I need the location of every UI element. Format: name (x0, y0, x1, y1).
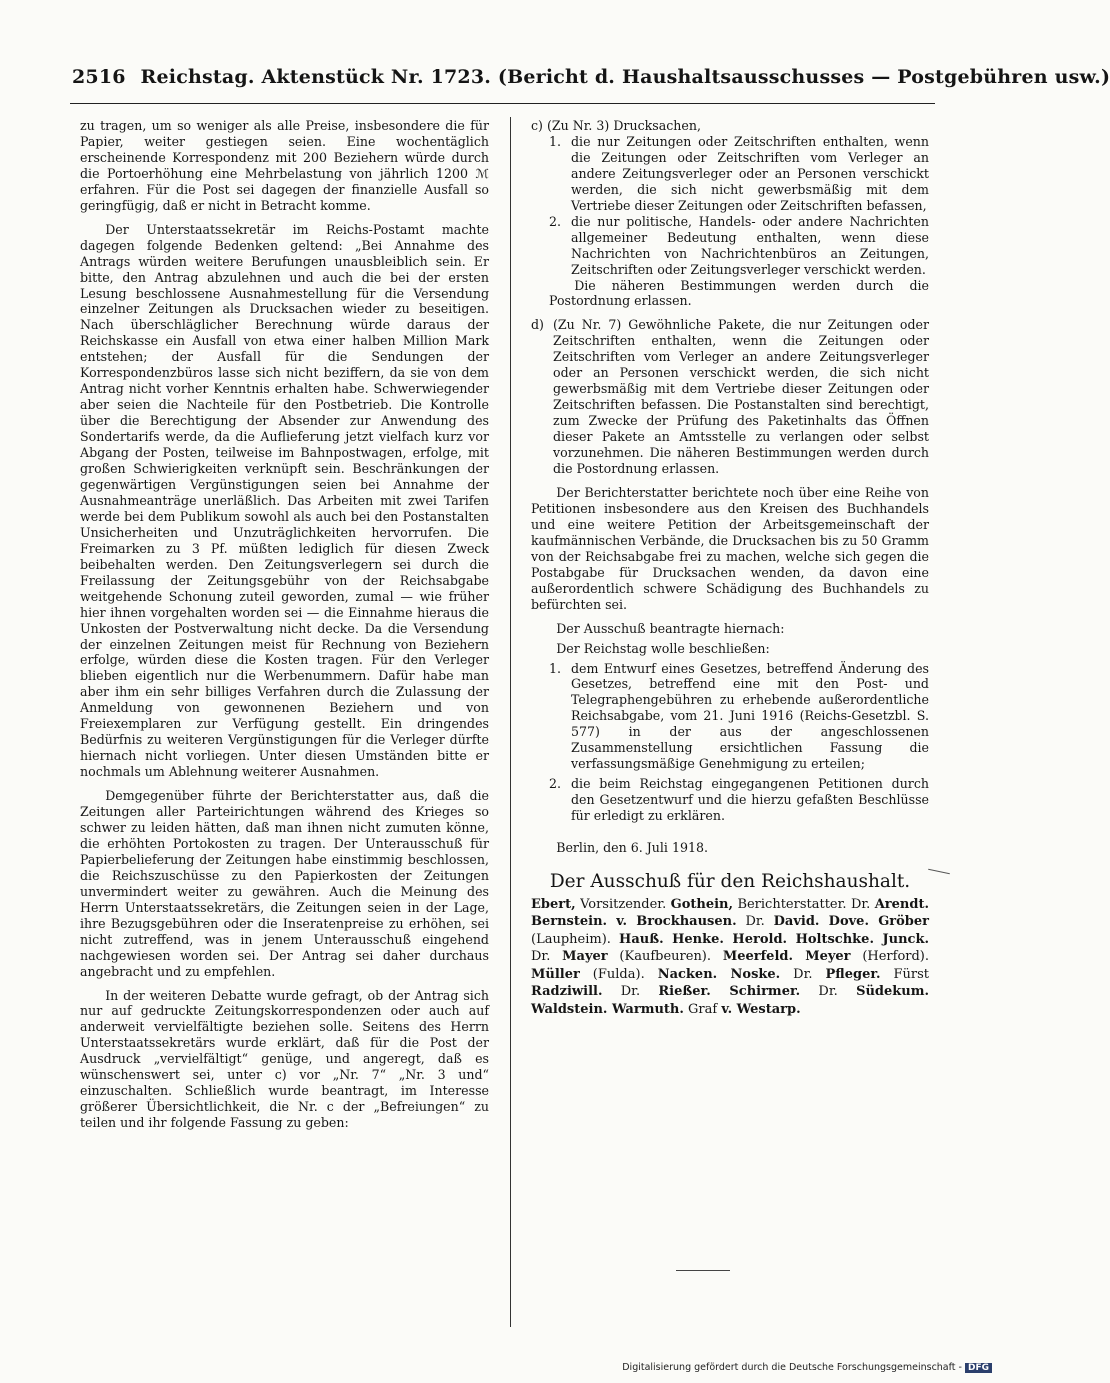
list-item (549, 776, 929, 824)
running-title: Reichstag. Aktenstück Nr. 1723. (Bericht d. Haushaltsausschusses — Postgebühren usw.) (140, 66, 1110, 88)
motion: Der Ausschuß beantragte hiernach: (556, 620, 785, 636)
member-name: Südekum. Waldstein. Warmuth. (531, 984, 930, 1017)
member-name: Ebert, (531, 896, 576, 912)
date-line: Berlin, den 6. Juli 1918. (556, 840, 709, 856)
list-item (549, 214, 929, 278)
member-role: (Fulda). (579, 966, 658, 982)
page-header (72, 66, 1110, 88)
member-role: Graf (683, 1001, 722, 1017)
resolve: Der Reichstag wolle beschließen: (556, 640, 770, 656)
member-role: Dr. (780, 966, 826, 982)
item-number: 1. (549, 133, 562, 149)
committee-title: Der Ausschuß für den Reichshaushalt. (549, 870, 911, 892)
right-column (531, 118, 929, 1018)
member-name: Mayer (562, 949, 608, 965)
item-text: (Zu Nr. 7) Gewöhnliche Pakete, die nur Zeitungen oder Zeitschriften enthalten, wenn die Zeitungen oder Zeitschriften vom Verleger an andere Zeitungsverleger oder an Personen verschickt werden, die sich nicht gewerbsmäßig mit dem Vertriebe dieser Zeitungen oder Zeitschriften befassen. Die Postanstalten sind berechtigt, zum Zwecke der Prüfung des Paketinhalts das Öffnen dieser Pakete an Amtsstelle zu verlangen oder selbst vorzunehmen. Die näheren Bestimmungen werden durch die Postordnung erlassen. (553, 317, 929, 477)
member-role: Vorsitzender. (575, 896, 671, 912)
paragraph: Der Unterstaatssekretär im Reichs-Postamt machte dagegen folgende Bedenken geltend: „Bei Annahme des Antrags würden weitere Berufungen unausbleiblich sein. Er bitte, den Antrag abzulehnen und auch die bei der ersten Lesung beschlossene Ausnahmestellung für die Versendung einzelner Zeitungen als Drucksachen wieder zu beseitigen. Nach überschläglicher Berechnung würde daraus der Reichskasse ein Ausfall von etwa einer halben Million Mark entstehen; der Ausfall für die Sendungen der Korrespondenzbüros lasse sich nicht beziffern, da sie von dem Antrag nicht vorher Kenntnis erhalten habe. Schwerwiegender aber seien die Nachteile für den Postbetrieb. Die Kontrolle über die Berechtigung der Absender zur Anwendung des Sondertarifs werde, da die Auflieferung jetzt vielfach kurz vor Abgang der Posten, teilweise im Bahnpostwagen, erfolge, mit großen Schwierigkeiten verknüpft sein. Beschränkungen der gegenwärtigen Vergünstigungen seien bei Annahme der Ausnahmeanträge unerläßlich. Das Arbeiten mit zwei Tarifen werde bei dem Publikum sowohl als auch bei den Postanstalten Unsicherheiten und Unzuträglichkeiten hervorrufen. Die Freimarken zu 3 Pf. müßten lediglich für diesen Zweck beibehalten werden. Den Zeitungsverlegern sei durch die Freilassung der Zeitungsgebühr von der Reichsabgabe weitgehende Schonung zuteil geworden, zumal — wie früher hier ihnen vorgehalten worden sei — die Einnahme hieraus die Unkosten der Postverwaltung nicht decke. Da die Versendung der einzelnen Zeitungen meist für Rechnung von Beziehern erfolge, würden diese die Kosten tragen. Für den Verleger blieben eigentlich nur die Werbenummern. Dafür habe man aber ihm ein sehr billiges Verfahren durch die Zulassung der Anmeldung von gewonnenen Beziehern und von Freiexemplaren zur Verfügung gestellt. Ein dringendes Bedürfnis zu weiteren Vergünstigungen für die Verleger dürfte hiernach nicht vorliegen. Unter diesen Umständen bitte er nochmals um Ablehnung weiterer Ausnahmen. (80, 221, 489, 780)
footer-text: Digitalisierung gefördert durch die Deutsche Forschungsgemeinschaft - (622, 1362, 962, 1373)
member-name: Gothein, (670, 896, 734, 912)
end-rule (676, 1270, 730, 1271)
member-name: David. Dove. Gröber (773, 914, 930, 930)
page-number: 2516 (72, 66, 126, 88)
paragraph: zu tragen, um so weniger als alle Preise, insbesondere die für Papier, weiter gestiegen seien. Eine wochentäglich erscheinende Korrespondenz mit 200 Beziehern würde durch die Portoerhöhung eine Mehrbelastung von jährlich 1200 ℳ erfahren. Für die Post sei dagegen der finanzielle Ausfall so geringfügig, daß er nicht in Betracht komme. (80, 118, 489, 213)
dfg-logo: DFG (965, 1363, 992, 1373)
member-role: Dr. (736, 914, 774, 930)
member-role: Dr. (531, 949, 563, 965)
member-list (531, 896, 929, 1019)
note: Die näheren Bestimmungen werden durch die Postordnung erlassen. (549, 277, 929, 309)
section-d (531, 317, 929, 477)
member-name: Arendt. Bernstein. v. Brockhausen. (531, 896, 929, 930)
member-role: (Kaufbeuren). (607, 949, 723, 965)
item-number: 2. (549, 776, 562, 792)
column-divider (510, 117, 511, 1327)
member-role: (Laupheim). (531, 931, 620, 947)
list-item (549, 134, 929, 214)
member-role: (Herford). (850, 949, 930, 965)
member-name: Meerfeld. Meyer (722, 949, 851, 965)
item-text: die nur politische, Handels- oder andere Nachrichten allgemeiner Bedeutung enthalten, wenn diese Nachrichten von Nachrichtenbüros an Zeitungen, Zeitschriften oder Zeitungsverleger verschickt werden. (571, 213, 929, 277)
member-name: Radziwill. (531, 984, 603, 1000)
member-role: Fürst (880, 966, 929, 982)
footer (622, 1362, 992, 1373)
member-name: Pfleger. (825, 966, 881, 982)
list-item (549, 661, 929, 773)
item-label: d) (531, 317, 544, 333)
item-number: 2. (549, 213, 562, 229)
member-name: Hauß. Henke. Herold. Holtschke. Junck. (619, 931, 929, 947)
item-text: die nur Zeitungen oder Zeitschriften enthalten, wenn die Zeitungen oder Zeitschriften vom Verleger an andere Zeitungsverleger oder an Personen verschickt werden, die sich nicht gewerbsmäßig mit dem Vertriebe dieser Zeitungen oder Zeitschriften befassen, (571, 133, 929, 213)
paragraph: Der Berichterstatter berichtete noch über eine Reihe von Petitionen insbesondere aus den Kreisen des Buchhandels und eine weitere Petition der Arbeitsgemeinschaft der kaufmännischen Verbände, die Drucksachen bis zu 50 Gramm von der Reichsabgabe frei zu machen, welche sich gegen die Postabgabe für Drucksachen wenden, da davon eine außerordentlich schwere Schädigung des Buchhandels zu befürchten sei. (531, 484, 929, 612)
section-c-heading: c) (Zu Nr. 3) Drucksachen, (531, 118, 701, 133)
member-name: Müller (531, 966, 580, 982)
item-text: dem Entwurf eines Gesetzes, betreffend Änderung des Gesetzes, betreffend eine mit den Post- und Telegraphengebühren zu erhebende außerordentliche Reichsabgabe, vom 21. Juni 1916 (Reichs-Gesetzbl. S. 577) in der aus der angeschlossenen Zusammenstellung ersichtlichen Fassung die verfassungsmäßige Genehmigung zu erteilen; (571, 660, 929, 772)
header-rule (70, 103, 935, 104)
member-name: v. Westarp. (721, 1001, 801, 1017)
member-name: Nacken. Noske. (657, 966, 781, 982)
margin-mark (928, 869, 950, 875)
member-role: Dr. (602, 984, 659, 1000)
left-column (80, 118, 489, 1131)
item-number: 1. (549, 660, 562, 676)
item-text: die beim Reichstag eingegangenen Petitionen durch den Gesetzentwurf und die hierzu gefaßten Beschlüsse für erledigt zu erklären. (571, 776, 929, 824)
paragraph: In der weiteren Debatte wurde gefragt, ob der Antrag sich nur auf gedruckte Zeitungskorrespondenzen oder auch auf anderweit vervielfältigte beziehen solle. Seitens des Herrn Unterstaatssekretärs wurde erklärt, daß für die Post der Ausdruck „vervielfältigt“ genüge, und angeregt, daß es wünschenswert sei, unter c) vor „Nr. 7“ „Nr. 3 und“ einzuschalten. Schließlich wurde beantragt, im Interesse größerer Übersichtlichkeit, die Nr. c der „Befreiungen“ zu teilen und ihr folgende Fassung zu geben: (80, 987, 489, 1131)
member-role: Berichterstatter. Dr. (733, 896, 875, 912)
member-role: Dr. (800, 984, 857, 1000)
member-name: Rießer. Schirmer. (658, 984, 801, 1000)
paragraph: Demgegenüber führte der Berichterstatter aus, daß die Zeitungen aller Parteirichtungen während des Krieges so schwer zu leiden hätten, daß man ihnen nicht zumuten könne, die erhöhten Portokosten zu tragen. Der Unterausschuß für Papierbelieferung der Zeitungen habe einstimmig beschlossen, die Reichszuschüsse zu den Papierkosten der Zeitungen unvermindert weiter zu gewähren. Auch die Meinung des Herrn Unterstaatssekretärs, die Zeitungen seien in der Lage, ihre Bezugsgebühren oder die Inseratenpreise zu erhöhen, sei nicht zutreffend, was in jenem Unterausschuß eingehend nachgewiesen worden sei. Der Antrag sei daher durchaus angebracht und zu empfehlen. (80, 788, 489, 979)
